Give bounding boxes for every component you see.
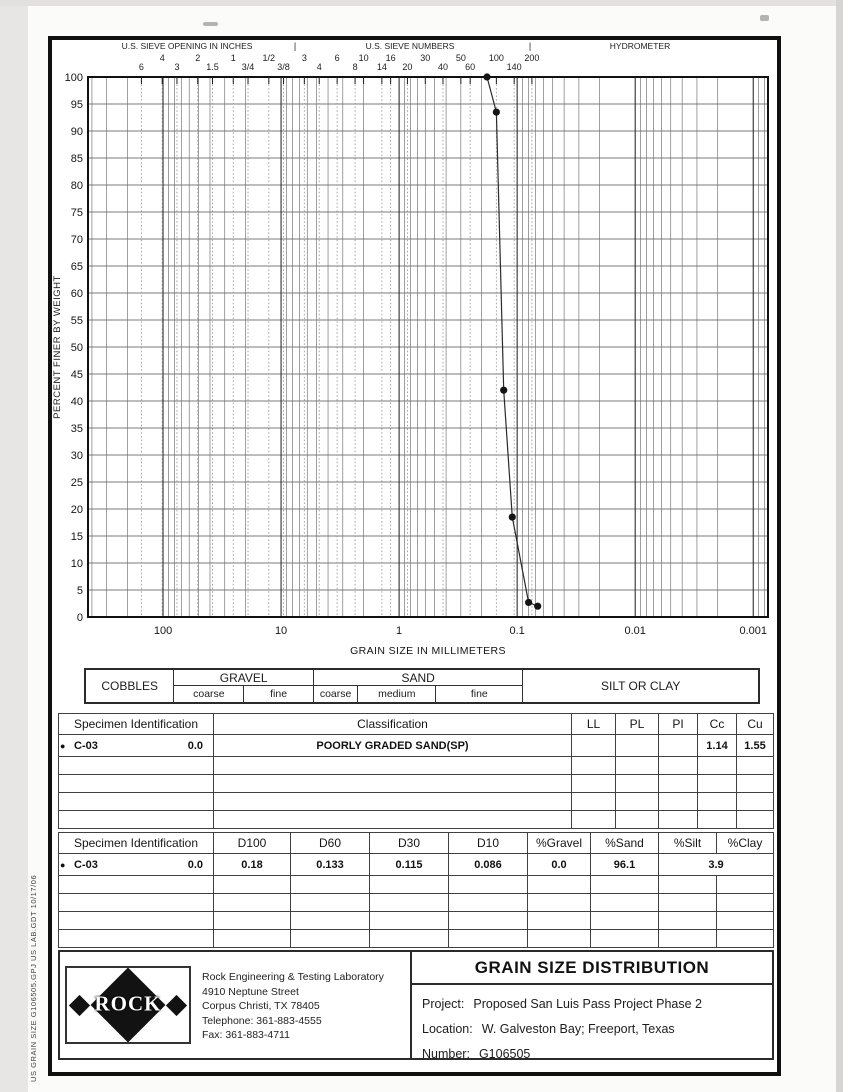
blank-row [59, 930, 774, 948]
blank-cell [616, 793, 659, 811]
tr-element [59, 714, 774, 735]
sieve-tick-label: 1.5 [206, 62, 219, 72]
field-value: G106505 [478, 1046, 531, 1061]
blank-cell [591, 876, 659, 894]
y-axis-title: PERCENT FINER BY WEIGHT [52, 275, 63, 419]
y-tick-label: 95 [70, 99, 83, 111]
cu-cell: 1.55 [737, 735, 774, 757]
field-value: Proposed San Luis Pass Project Phase 2 [473, 996, 702, 1011]
y-tick-label: 35 [70, 423, 83, 435]
band-sand-coarse: coarse [319, 688, 352, 700]
y-tick-label: 10 [70, 558, 83, 570]
column-header: %Clay [717, 833, 774, 854]
column-header: Cu [737, 714, 774, 735]
y-tick-label: 30 [70, 450, 83, 462]
column-header: Specimen Identification [59, 833, 214, 854]
thead-element [59, 833, 774, 854]
d30-cell: 0.115 [370, 854, 449, 876]
blank-cell [370, 912, 449, 930]
scan-edge-right [836, 0, 843, 1092]
sieve-tick-label: 100 [488, 53, 504, 63]
band-gravel-fine: fine [243, 686, 312, 702]
scan-artifact [760, 15, 769, 21]
column-header: LL [572, 714, 616, 735]
top-axis-group-label: U.S. SIEVE OPENING IN INCHES [121, 41, 253, 51]
blank-cell [528, 876, 591, 894]
scan-edge-top [0, 0, 843, 6]
y-tick-label: 80 [70, 180, 83, 192]
y-tick-label: 15 [70, 531, 83, 543]
data-point [500, 387, 507, 394]
blank-cell [59, 811, 214, 829]
data-point [534, 603, 541, 610]
percent-fines-cell: 3.9 [659, 854, 774, 876]
blank-row [59, 757, 774, 775]
column-header: %Silt [659, 833, 717, 854]
band-sand-fine: fine [435, 686, 522, 702]
blank-cell [449, 930, 528, 948]
blank-cell [737, 811, 774, 829]
blank-cell [717, 912, 774, 930]
company-info-line: 4910 Neptune Street [202, 985, 299, 998]
blank-row [59, 894, 774, 912]
gradation-curve [487, 77, 538, 606]
sieve-tick-label: 3/8 [277, 62, 290, 72]
blank-cell [59, 775, 214, 793]
specimen-id: C-03 [74, 858, 98, 871]
x-tick-label: 10 [274, 625, 288, 637]
column-header: Specimen Identification [59, 714, 214, 735]
blank-cell [717, 930, 774, 948]
sieve-tick-label: 16 [385, 53, 396, 63]
blank-cell [449, 912, 528, 930]
blank-cell [291, 930, 370, 948]
file-reference-note: US GRAIN SIZE G106505.GPJ US LAB.GDT 10/17/06 [29, 874, 38, 1082]
column-header: D60 [291, 833, 370, 854]
blank-cell [59, 757, 214, 775]
blank-cell [659, 793, 698, 811]
sieve-tick-label: 6 [334, 53, 340, 63]
specimen-cell [59, 854, 214, 876]
d10-cell: 0.086 [449, 854, 528, 876]
band-sand-label: SAND [314, 670, 523, 686]
blank-cell [591, 912, 659, 930]
blank-cell [449, 876, 528, 894]
y-tick-label: 70 [70, 234, 83, 246]
field-label: Project: [422, 996, 465, 1011]
blank-cell [659, 930, 717, 948]
blank-cell [370, 930, 449, 948]
sieve-tick-label: 4 [159, 53, 165, 63]
sieve-tick-label: 40 [437, 62, 448, 72]
band-sand-medium: medium [357, 686, 435, 702]
blank-cell [59, 930, 214, 948]
column-header: %Gravel [528, 833, 591, 854]
blank-cell [698, 775, 737, 793]
blank-row [59, 793, 774, 811]
blank-cell [214, 930, 291, 948]
tbody-element [59, 735, 774, 829]
tbody-element [59, 854, 774, 948]
sieve-tick-label: 8 [352, 62, 358, 72]
field-label: Location: [422, 1021, 473, 1036]
blank-cell [214, 793, 572, 811]
blank-cell [291, 876, 370, 894]
thead-element [59, 714, 774, 735]
blank-cell [59, 876, 214, 894]
blank-cell [214, 757, 572, 775]
top-axis-separator: | [528, 41, 532, 51]
specimen-depth: 0.0 [187, 739, 203, 752]
blank-cell [659, 876, 717, 894]
y-tick-label: 75 [70, 207, 83, 219]
sieve-tick-label: 140 [506, 62, 522, 72]
classification-cell: POORLY GRADED SAND(SP) [214, 735, 572, 757]
band-gravel-subdivisions [174, 686, 312, 702]
blank-cell [291, 894, 370, 912]
blank-cell [659, 912, 717, 930]
sieve-tick-label: 14 [376, 62, 387, 72]
top-axis-group-label: HYDROMETER [609, 41, 671, 51]
specimen-depth: 0.0 [187, 858, 203, 871]
blank-row [59, 876, 774, 894]
table-row [59, 854, 774, 876]
blank-cell [717, 894, 774, 912]
blank-cell [616, 775, 659, 793]
band-sand-subdivisions [314, 686, 523, 702]
grain-size-distribution-chart [48, 36, 779, 670]
table-row [59, 735, 774, 757]
blank-cell [659, 757, 698, 775]
column-header: %Sand [591, 833, 659, 854]
div-element [59, 740, 213, 752]
report-title: GRAIN SIZE DISTRIBUTION [412, 952, 772, 985]
rock-logo [65, 966, 191, 1044]
scan-edge-left [0, 0, 28, 1092]
report-fields [412, 985, 772, 1066]
report-field [422, 1016, 772, 1041]
field-value: W. Galveston Bay; Freeport, Texas [481, 1021, 675, 1036]
row-marker-icon: ● [60, 859, 66, 870]
x-tick-label: 0.01 [624, 625, 646, 637]
company-info [202, 970, 384, 1043]
percent-sand-cell: 96.1 [591, 854, 659, 876]
classification-table [58, 713, 774, 829]
blank-cell [737, 757, 774, 775]
sieve-tick-label: 20 [402, 62, 413, 72]
blank-cell [214, 894, 291, 912]
d60-cell: 0.133 [291, 854, 370, 876]
report-field [422, 1041, 772, 1066]
blank-cell [659, 811, 698, 829]
y-tick-label: 55 [70, 315, 83, 327]
column-header: D100 [214, 833, 291, 854]
blank-cell [370, 894, 449, 912]
blank-cell [59, 912, 214, 930]
percent-gravel-cell: 0.0 [528, 854, 591, 876]
sieve-tick-label: 3/4 [241, 62, 255, 72]
blank-cell [214, 811, 572, 829]
y-tick-label: 60 [70, 288, 83, 300]
blank-cell [591, 894, 659, 912]
band-gravel-label: GRAVEL [174, 670, 312, 686]
y-tick-label: 90 [70, 126, 83, 138]
gradation-table [58, 832, 774, 948]
data-point [493, 109, 500, 116]
column-header: Cc [698, 714, 737, 735]
blank-cell [698, 757, 737, 775]
column-header: D10 [449, 833, 528, 854]
data-point [509, 514, 516, 521]
y-tick-label: 100 [64, 72, 83, 84]
y-tick-label: 40 [70, 396, 83, 408]
company-panel [60, 952, 412, 1058]
sieve-tick-label: 60 [465, 62, 476, 72]
column-header: PI [659, 714, 698, 735]
specimen-id: C-03 [74, 739, 98, 752]
x-tick-label: 1 [396, 625, 403, 637]
field-label: Number: [422, 1046, 470, 1061]
blank-cell [572, 811, 616, 829]
blank-cell [214, 876, 291, 894]
sieve-tick-label: 50 [455, 53, 466, 63]
blank-cell [572, 793, 616, 811]
blank-cell [659, 775, 698, 793]
blank-cell [717, 876, 774, 894]
blank-cell [572, 775, 616, 793]
row-marker-icon: ● [60, 740, 66, 751]
y-tick-label: 50 [70, 342, 83, 354]
top-axis-separator: | [293, 41, 297, 51]
title-block [58, 950, 774, 1060]
sieve-tick-label: 2 [195, 53, 201, 63]
scan-artifact [203, 22, 218, 26]
sieve-tick-label: 10 [358, 53, 369, 63]
blank-cell [737, 793, 774, 811]
x-axis-title: GRAIN SIZE IN MILLIMETERS [350, 645, 506, 657]
y-tick-label: 45 [70, 369, 83, 381]
logo-wordmark: ROCK [94, 991, 162, 1016]
y-tick-label: 0 [76, 612, 83, 624]
cc-cell: 1.14 [698, 735, 737, 757]
y-tick-label: 85 [70, 153, 83, 165]
blank-cell [616, 811, 659, 829]
column-header: PL [616, 714, 659, 735]
sieve-tick-label: 1 [230, 53, 236, 63]
blank-cell [59, 793, 214, 811]
pl-cell [616, 735, 659, 757]
blank-cell [449, 894, 528, 912]
blank-row [59, 775, 774, 793]
sieve-tick-label: 200 [524, 53, 540, 63]
blank-cell [59, 894, 214, 912]
blank-cell [528, 894, 591, 912]
band-silt-or-clay: SILT OR CLAY [600, 679, 681, 693]
d100-cell: 0.18 [214, 854, 291, 876]
div-element [59, 859, 213, 871]
sieve-tick-label: 3 [174, 62, 180, 72]
blank-cell [591, 930, 659, 948]
report-info-panel [412, 952, 772, 1061]
y-tick-label: 25 [70, 477, 83, 489]
y-tick-label: 65 [70, 261, 83, 273]
sieve-tick-label: 6 [138, 62, 144, 72]
blank-cell [528, 912, 591, 930]
x-tick-label: 0.1 [509, 625, 525, 637]
specimen-cell [59, 735, 214, 757]
company-info-line: Rock Engineering & Testing Laboratory [202, 971, 384, 983]
pi-cell [659, 735, 698, 757]
blank-row [59, 912, 774, 930]
company-info-line: Telephone: 361-883-4555 [202, 1014, 322, 1027]
blank-cell [698, 811, 737, 829]
x-tick-label: 0.001 [739, 625, 768, 637]
sieve-tick-label: 1/2 [262, 53, 276, 63]
blank-cell [370, 876, 449, 894]
column-header: D30 [370, 833, 449, 854]
y-tick-label: 20 [70, 504, 83, 516]
blank-cell [698, 793, 737, 811]
blank-cell [214, 775, 572, 793]
tr-element [59, 833, 774, 854]
company-info-line: Corpus Christi, TX 78405 [202, 1000, 320, 1012]
blank-cell [528, 930, 591, 948]
band-gravel-coarse: coarse [193, 688, 225, 700]
sieve-tick-label: 30 [420, 53, 431, 63]
blank-cell [572, 757, 616, 775]
column-header: Classification [214, 714, 572, 735]
blank-row [59, 811, 774, 829]
company-info-line: Fax: 361-883-4711 [202, 1029, 290, 1041]
data-point [525, 599, 532, 606]
blank-cell [291, 912, 370, 930]
report-field [422, 991, 772, 1016]
band-gravel [174, 670, 313, 702]
data-point [483, 73, 490, 80]
blank-cell [737, 775, 774, 793]
size-classification-bar [84, 668, 760, 704]
blank-cell [616, 757, 659, 775]
blank-cell [214, 912, 291, 930]
top-axis-group-label: U.S. SIEVE NUMBERS [365, 41, 455, 51]
blank-cell [659, 894, 717, 912]
sieve-tick-label: 3 [301, 53, 307, 63]
ll-cell [572, 735, 616, 757]
y-tick-label: 5 [76, 585, 83, 597]
band-cobbles: COBBLES [86, 670, 174, 702]
band-sand [314, 670, 524, 702]
sieve-tick-label: 4 [316, 62, 322, 72]
x-tick-label: 100 [153, 625, 173, 637]
